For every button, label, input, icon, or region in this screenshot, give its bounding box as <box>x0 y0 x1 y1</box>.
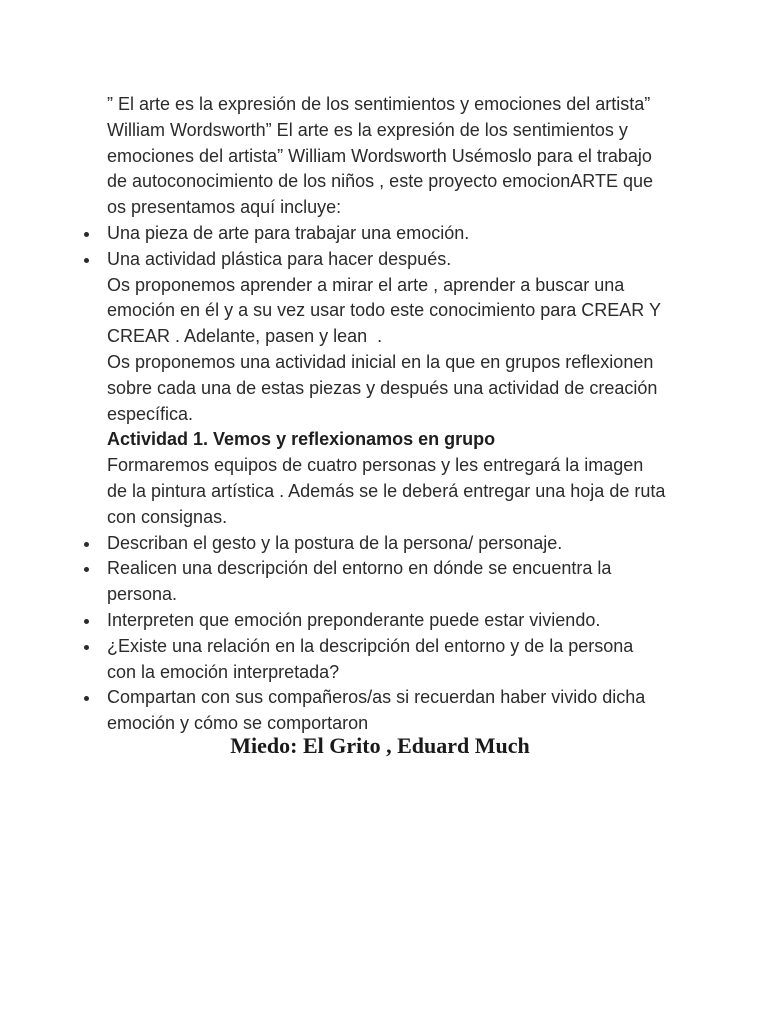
list-item-text: Una pieza de arte para trabajar una emoción. <box>107 222 470 243</box>
list-item-text: Interpreten que emoción preponderante puede estar viviendo. <box>107 609 601 630</box>
list-item <box>107 247 667 273</box>
bullet-icon <box>84 567 89 572</box>
list-item-text: Describan el gesto y la postura de la persona/ personaje. <box>107 532 563 553</box>
intro-paragraph: ” El arte es la expresión de los sentimientos y emociones del artista” William Wordsworth” El arte es la expresión de los sentimientos y emociones del artista” William Wordsworth Usémoslo para el trabajo de autoconocimiento de los niños , este proyecto emocionARTE que os presentamos aquí incluye: <box>107 94 659 218</box>
bullet-icon <box>84 232 89 237</box>
list-item <box>107 221 667 247</box>
bullet-icon <box>84 645 89 650</box>
list-item <box>107 608 667 634</box>
document-body <box>107 92 671 737</box>
list-item-text: ¿Existe una relación en la descripción del entorno y de la persona con la emoción interpretada? <box>107 635 634 682</box>
list-item-text: Realicen una descripción del entorno en dónde se encuentra la persona. <box>107 558 612 605</box>
proposal-paragraph: Os proponemos aprender a mirar el arte , aprender a buscar una emoción en él y a su vez usar todo este conocimiento para CREAR Y CREAR . Adelante, pasen y lean . <box>107 274 666 347</box>
list-item <box>107 685 667 737</box>
list-item-text: Una actividad plástica para hacer después. <box>107 248 452 269</box>
activity-heading: Actividad 1. Vemos y reflexionamos en grupo <box>107 429 496 450</box>
bullet-icon <box>84 696 89 701</box>
list-item-text: Compartan con sus compañeros/as si recuerdan haber vivido dicha emoción y cómo se comportaron <box>107 687 646 734</box>
list-item <box>107 556 667 608</box>
activity-intro-paragraph: Os proponemos una actividad inicial en la que en grupos reflexionen sobre cada una de estas piezas y después una actividad de creación específica. <box>107 351 663 424</box>
activity-description: Formaremos equipos de cuatro personas y les entregará la imagen de la pintura artística . Además se le deberá entregar una hoja de ruta con consignas. <box>107 455 671 527</box>
list-item <box>107 634 667 686</box>
bullet-list-materials <box>107 221 667 273</box>
artwork-caption: Miedo: El Grito , Eduard Much <box>230 733 530 758</box>
bullet-list-instructions <box>107 531 667 737</box>
bullet-icon <box>84 619 89 624</box>
bullet-icon <box>84 258 89 263</box>
bullet-icon <box>84 542 89 547</box>
list-item <box>107 531 667 557</box>
